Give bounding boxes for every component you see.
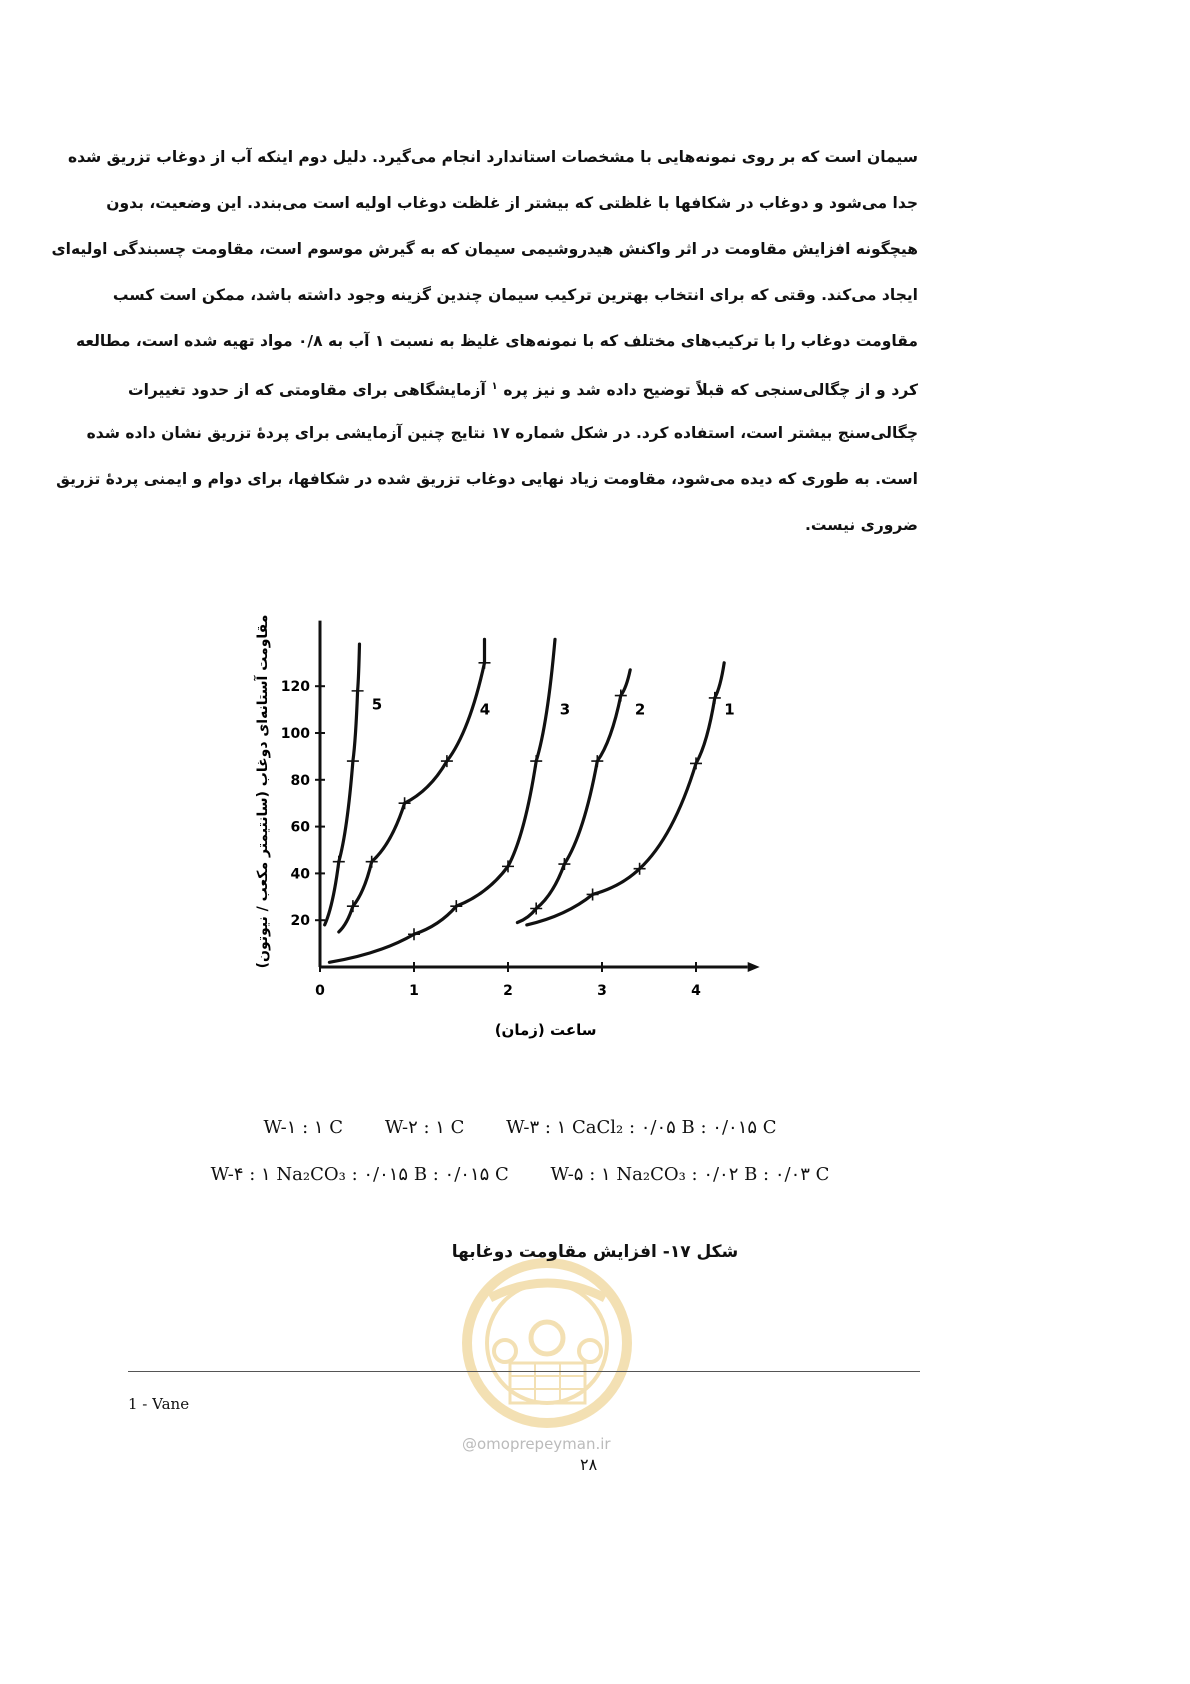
paragraph-line: ایجاد می‌کند. وقتی که برای انتخاب بهترین ترکیب سیمان چندین گزینه وجود داشته باشد، ممکن است کسب <box>112 286 918 304</box>
series-line-4 <box>339 639 485 932</box>
figure-caption: شکل ۱۷- افزایش مقاومت دوغابها <box>451 1242 739 1262</box>
legend-entry: W-۵ : ۱ Na₂CO₃ : ۰/۰۲ B : ۰/۰۳ C <box>550 1164 830 1185</box>
paragraph-line: ضروری نیست. <box>805 516 918 534</box>
series-label-4: 4 <box>479 700 491 719</box>
data-point-marker <box>709 692 721 704</box>
x-tick-label: 0 <box>315 983 325 999</box>
footnote: 1 - Vane <box>128 1395 190 1413</box>
x-tick-label: 3 <box>597 983 607 999</box>
y-tick-label: 60 <box>290 819 310 836</box>
paragraph-line: جدا می‌شود و دوغاب در شکافها با غلظتی که بیشتر از غلظت دوغاب اولیه است می‌بندد. این وضعیت، بدون <box>106 194 918 212</box>
paragraph-line: سیمان است که بر روی نمونه‌هایی با مشخصات استاندارد انجام می‌گیرد. دلیل دوم اینکه آب از دوغاب تزریق شده <box>67 148 918 166</box>
series-line-2 <box>517 670 630 923</box>
data-point-marker <box>333 856 345 868</box>
series-label-5: 5 <box>371 695 383 714</box>
legend-entry: W-۲ : ۱ C <box>384 1117 465 1138</box>
x-axis-arrow <box>748 962 760 972</box>
strength-chart <box>235 600 795 1050</box>
data-point-marker <box>352 685 364 697</box>
series-label-2: 2 <box>634 700 646 719</box>
legend-entry: W-۱ : ۱ C <box>263 1117 344 1138</box>
data-point-marker <box>690 757 702 769</box>
x-axis-label: ساعت (زمان) <box>494 1021 597 1039</box>
body-paragraph <box>51 134 918 548</box>
x-tick-label: 2 <box>503 983 513 999</box>
series-line-3 <box>329 639 555 962</box>
y-tick-label: 80 <box>290 772 310 789</box>
data-point-marker <box>530 755 542 767</box>
legend-entry: W-۳ : ۱ CaCl₂ : ۰/۰۵ B : ۰/۰۱۵ C <box>506 1117 777 1138</box>
paragraph-line: است. به طوری که دیده می‌شود، مقاومت زیاد نهایی دوغاب تزریق شده در شکافها، برای دوام و ایمنی پردهٔ تزریق <box>56 470 918 488</box>
paragraph-line: چگالی‌سنج بیشتر است، استفاده کرد. در شکل شماره ۱۷ نتایج چنین آزمایشی برای پردهٔ تزریق نشان داده شده <box>86 424 918 442</box>
y-tick-label: 100 <box>280 726 310 742</box>
data-point-marker <box>399 797 411 809</box>
legend-row-1 <box>120 1117 920 1138</box>
series-line-5 <box>325 644 360 925</box>
x-tick-label: 4 <box>691 983 701 999</box>
paragraph-line-with-footnote <box>128 364 918 410</box>
paragraph-line-head: کرد و از چگالی‌سنجی که قبلاً توضیح داده شد و نیز پره <box>503 381 918 400</box>
y-tick-label: 20 <box>290 913 310 930</box>
footnote-divider <box>128 1371 920 1372</box>
legend-entry: W-۴ : ۱ Na₂CO₃ : ۰/۰۱۵ B : ۰/۰۱۵ C <box>210 1164 509 1185</box>
series-label-1: 1 <box>724 700 735 719</box>
paragraph-line: هیچگونه افزایش مقاومت در اثر واکنش هیدروشیمی سیمان که به گیرش موسوم است، مقاومت چسبندگی اولیه‌ای <box>51 240 918 258</box>
watermark-url: @omoprepeyman.ir <box>462 1435 611 1453</box>
data-point-marker <box>408 928 420 940</box>
series-label-3: 3 <box>559 700 571 719</box>
x-tick-label: 1 <box>409 983 419 999</box>
footnote-marker: ۱ <box>491 381 498 392</box>
page-number: ۲۸ <box>580 1455 598 1474</box>
legend-row-2 <box>120 1164 920 1185</box>
paragraph-line: مقاومت دوغاب را با ترکیب‌های مختلف که با نمونه‌های غلیظ به نسبت ۱ آب به ۰/۸ مواد تهیه شده است، مطالعه <box>75 332 918 350</box>
paragraph-line-tail: آزمایشگاهی برای مقاومتی که از حدود تغییرات <box>128 381 486 400</box>
data-point-marker <box>479 657 491 669</box>
y-tick-label: 40 <box>290 866 310 883</box>
y-tick-label: 120 <box>280 679 310 696</box>
watermark-logo-icon <box>455 1243 640 1433</box>
data-point-marker <box>347 755 359 767</box>
y-axis-label: مقاومت آستانه‌ای دوغاب (سانتیمتر مکعب / نیوتون) <box>255 614 271 969</box>
